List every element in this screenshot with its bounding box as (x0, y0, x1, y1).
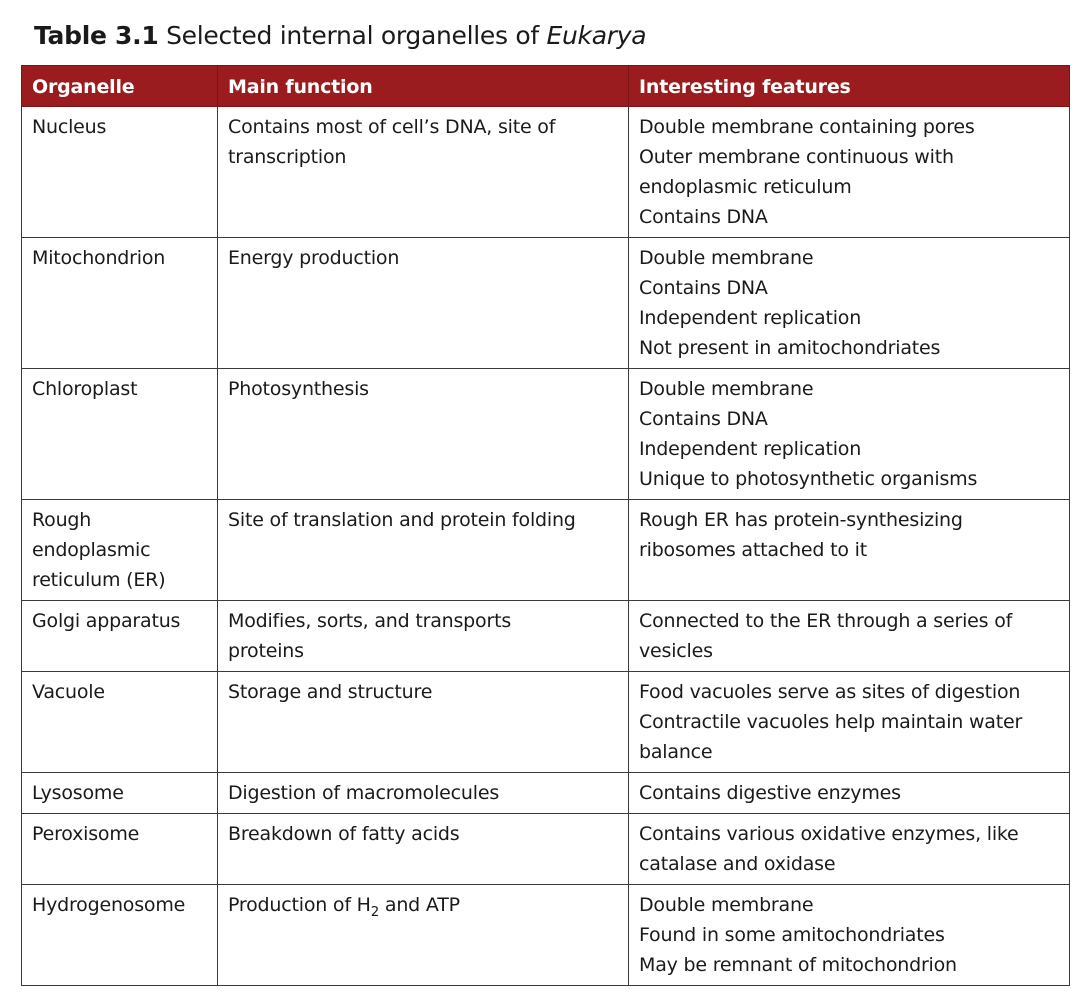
cell-line: Rough ER has protein-synthesizing (639, 509, 963, 531)
organelle-cell (22, 369, 218, 500)
features-cell (629, 672, 1070, 773)
table-caption (34, 18, 646, 54)
cell-line: Contains various oxidative enzymes, like (639, 823, 1019, 845)
organelle-cell (22, 814, 218, 885)
cell-line: Independent replication (639, 307, 862, 329)
cell-line: Chloroplast (32, 378, 138, 400)
cell-line: Found in some amitochondriates (639, 924, 945, 946)
function-cell (218, 107, 629, 238)
cell-line: Contains DNA (639, 277, 768, 299)
cell-line: Storage and structure (228, 681, 433, 703)
function-cell (218, 814, 629, 885)
cell-line: Hydrogenosome (32, 894, 186, 916)
function-cell (218, 773, 629, 814)
cell-line: Not present in amitochondriates (639, 337, 941, 359)
organelle-cell (22, 238, 218, 369)
cell-line: Outer membrane continuous with (639, 146, 954, 168)
features-cell (629, 601, 1070, 672)
cell-line: vesicles (639, 640, 713, 662)
cell-line: Connected to the ER through a series of (639, 610, 1013, 632)
organelle-cell (22, 107, 218, 238)
features-cell (629, 107, 1070, 238)
table-row (22, 773, 1070, 814)
column-header-main-function: Main function (218, 66, 629, 107)
cell-line: Contains DNA (639, 408, 768, 430)
cell-line: May be remnant of mitochondrion (639, 954, 957, 976)
features-cell (629, 500, 1070, 601)
cell-line: endoplasmic reticulum (639, 176, 852, 198)
cell-line: Unique to photosynthetic organisms (639, 468, 978, 490)
cell-line: transcription (228, 146, 347, 168)
table-row (22, 814, 1070, 885)
cell-line: Site of translation and protein folding (228, 509, 576, 531)
cell-line: Mitochondrion (32, 247, 166, 269)
function-cell (218, 601, 629, 672)
cell-line: Golgi apparatus (32, 610, 181, 632)
cell-line: Vacuole (32, 681, 105, 703)
table-row (22, 885, 1070, 986)
cell-line: Double membrane (639, 378, 814, 400)
cell-line: ribosomes attached to it (639, 539, 867, 561)
cell-line: Double membrane (639, 894, 814, 916)
function-cell (218, 369, 629, 500)
features-cell (629, 369, 1070, 500)
cell-line: Contains most of cell’s DNA, site of (228, 116, 556, 138)
cell-line: balance (639, 741, 713, 763)
subscript-2: 2 (370, 904, 380, 920)
table-row (22, 601, 1070, 672)
cell-line: Contains DNA (639, 206, 768, 228)
table-row (22, 672, 1070, 773)
cell-line: endoplasmic (32, 539, 151, 561)
cell-line: Contractile vacuoles help maintain water (639, 711, 1023, 733)
function-cell (218, 500, 629, 601)
function-cell (218, 672, 629, 773)
table-row (22, 107, 1070, 238)
cell-line (228, 890, 618, 920)
column-header-interesting-features: Interesting features (629, 66, 1070, 107)
cell-line: reticulum (ER) (32, 569, 166, 591)
cell-line: Lysosome (32, 782, 124, 804)
organelle-cell (22, 672, 218, 773)
function-cell (218, 238, 629, 369)
function-text-after: and ATP (379, 894, 460, 916)
caption-taxon: Eukarya (546, 21, 647, 50)
table-row (22, 238, 1070, 369)
table-row (22, 500, 1070, 601)
header-row (22, 66, 1070, 107)
cell-line: Digestion of macromolecules (228, 782, 500, 804)
function-cell (218, 885, 629, 986)
organelle-cell (22, 601, 218, 672)
cell-line: Photosynthesis (228, 378, 369, 400)
cell-line: Nucleus (32, 116, 107, 138)
cell-line: Rough (32, 509, 92, 531)
organelle-cell (22, 773, 218, 814)
cell-line: catalase and oxidase (639, 853, 836, 875)
cell-line: Food vacuoles serve as sites of digestion (639, 681, 1021, 703)
cell-line: proteins (228, 640, 304, 662)
cell-line: Modifies, sorts, and transports (228, 610, 512, 632)
column-header-organelle: Organelle (22, 66, 218, 107)
features-cell (629, 885, 1070, 986)
cell-line: Double membrane (639, 247, 814, 269)
table-row (22, 369, 1070, 500)
organelle-cell (22, 885, 218, 986)
cell-line: Energy production (228, 247, 400, 269)
table-number: Table 3.1 (34, 21, 159, 50)
cell-line: Peroxisome (32, 823, 140, 845)
organelles-table (21, 65, 1070, 986)
function-text-before: Production of H (228, 894, 371, 916)
cell-line: Contains digestive enzymes (639, 782, 901, 804)
features-cell (629, 238, 1070, 369)
cell-line: Double membrane containing pores (639, 116, 975, 138)
cell-line: Independent replication (639, 438, 862, 460)
caption-text: Selected internal organelles of (166, 21, 539, 50)
features-cell (629, 814, 1070, 885)
features-cell (629, 773, 1070, 814)
cell-line: Breakdown of fatty acids (228, 823, 460, 845)
organelle-cell (22, 500, 218, 601)
